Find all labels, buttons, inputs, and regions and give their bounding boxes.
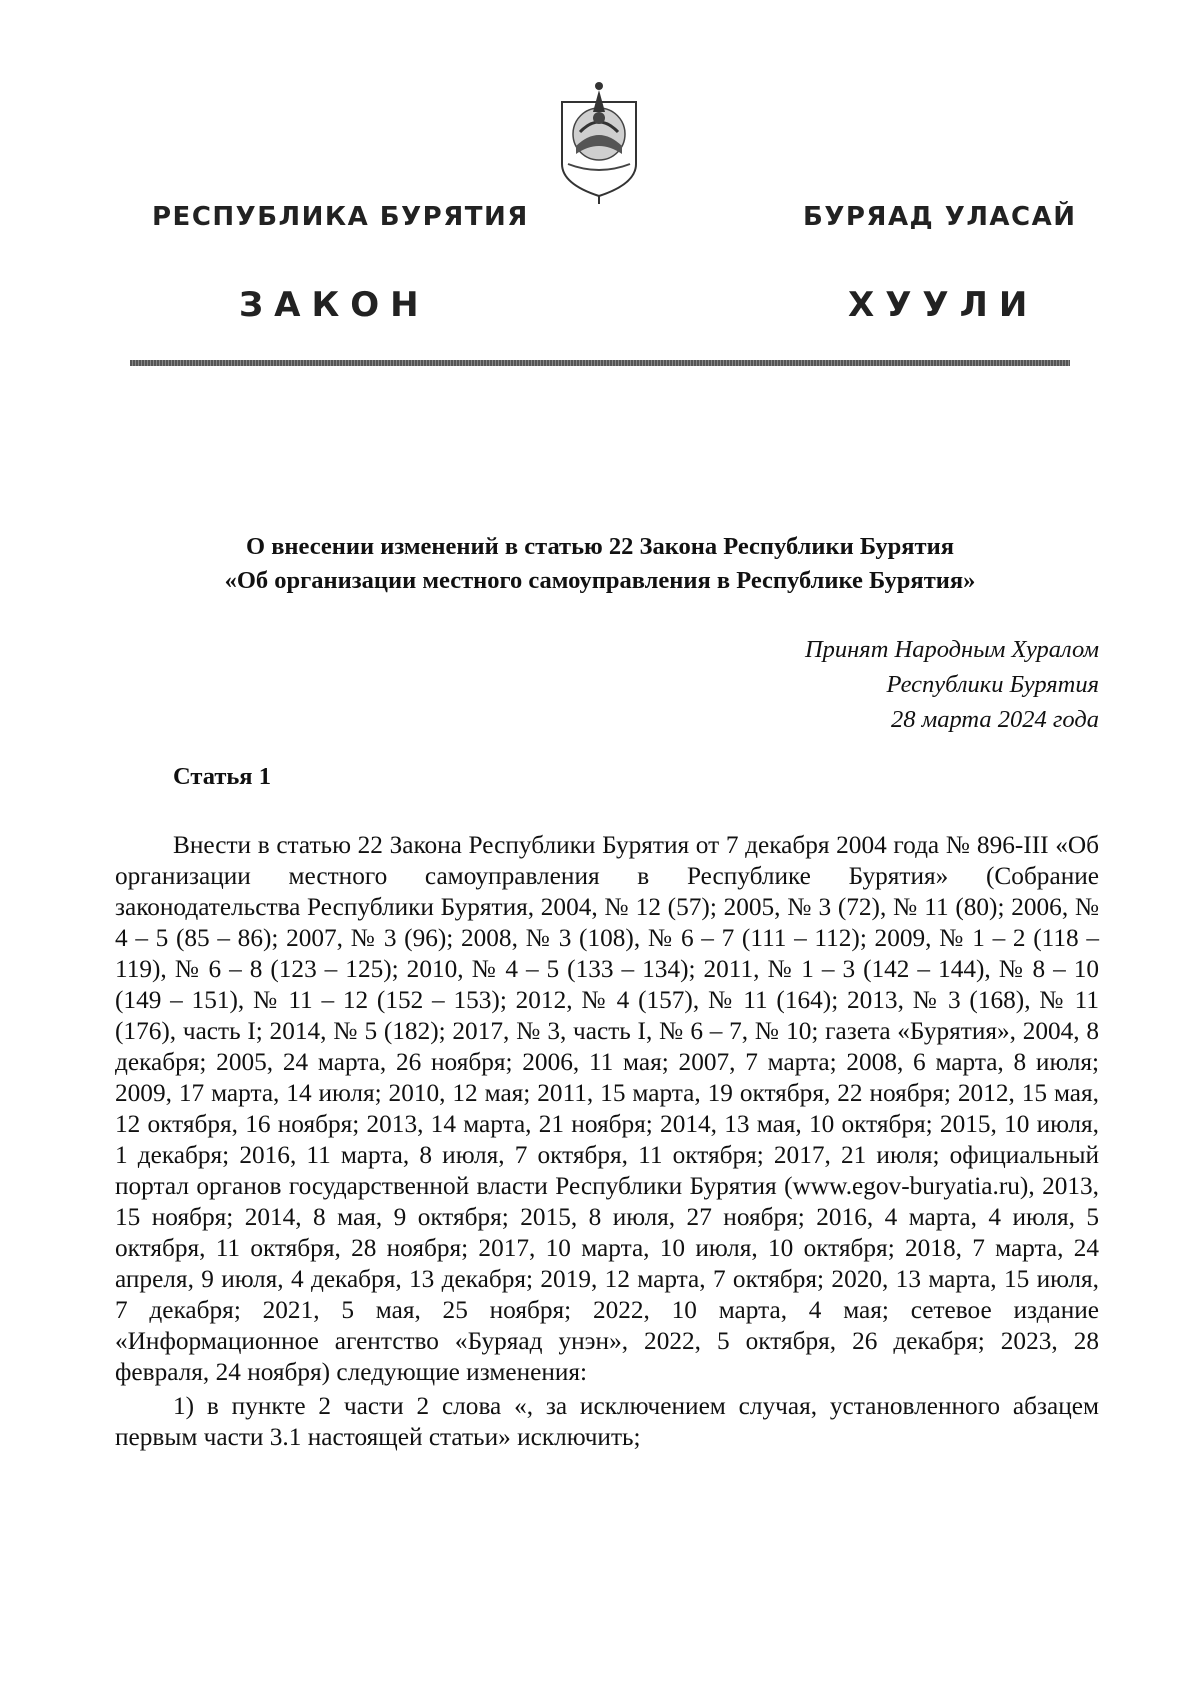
law-title — [100, 530, 1100, 598]
document-type-buryat: ХУУЛИ — [848, 285, 1039, 325]
adoption-note — [599, 632, 1099, 737]
adoption-line: Республики Бурятия — [886, 671, 1099, 698]
law-title-line: О внесении изменений в статью 22 Закона Республики Бурятия — [246, 533, 954, 560]
law-title-line: «Об организации местного самоуправления в Республике Бурятия» — [224, 567, 976, 594]
header-divider — [130, 360, 1070, 366]
republic-name-buryat: БУРЯАД УЛАСАЙ — [803, 202, 1077, 232]
republic-name-russian: РЕСПУБЛИКА БУРЯТИЯ — [152, 202, 529, 232]
adoption-date: 28 марта 2024 года — [890, 706, 1099, 733]
amendment-item: 1) в пункте 2 части 2 слова «, за исключением случая, установленного абзацем первым части 3.1 настоящей статьи» исключить; — [115, 1392, 1099, 1451]
article-heading: Статья 1 — [173, 763, 271, 790]
document-type-russian: ЗАКОН — [239, 285, 430, 325]
adoption-line: Принят Народным Хуралом — [804, 636, 1099, 663]
article-intro-paragraph: Внести в статью 22 Закона Республики Бурятия от 7 декабря 2004 года № 896-III «Об организации местного самоуправления в Республике Бурятия» (Собрание законодательства Республики Бурятия, 2004, № 12 (57); 2005, № 3 (72), № 11 (80); 2006, № 4 – 5 (85 – 86); 2007, № 3 (96); 2008, № 3 (108), № 6 – 7 (111 – 112); 2009, № 1 – 2 (118 – 119), № 6 – 8 (123 – 125); 2010, № 4 – 5 (133 – 134); 2011, № 1 – 3 (142 – 144), № 8 – 10 (149 – 151), № 11 – 12 (152 – 153); 2012, № 4 (157), № 11 (164); 2013, № 3 (168), № 11 (176), часть I; 2014, № 5 (182); 2017, № 3, часть I, № 6 – 7, № 10; газета «Бурятия», 2004, 8 декабря; 2005, 24 марта, 26 ноября; 2006, 11 мая; 2007, 7 марта; 2008, 6 марта, 8 июля; 2009, 17 марта, 14 июля; 2010, 12 мая; 2011, 15 марта, 19 октября, 22 ноября; 2012, 15 мая, 12 октября, 16 ноября; 2013, 14 марта, 21 ноября; 2014, 13 мая, 10 октября; 2015, 10 июля, 1 декабря; 2016, 11 марта, 8 июля, 7 октября, 11 октября; 2017, 21 июля; официальный портал органов государственной власти Республики Бурятия (www.egov-buryatia.ru), 2013, 15 ноября; 2014, 8 мая, 9 октября; 2015, 8 июля, 27 ноября; 2016, 4 марта, 4 июля, 5 октября, 11 октября, 28 ноября; 2017, 10 марта, 10 июля, 10 октября; 2018, 7 марта, 24 апреля, 9 июля, 4 декабря, 13 декабря; 2019, 12 марта, 7 октября; 2020, 13 марта, 15 июля, 7 декабря; 2021, 5 мая, 25 ноября; 2022, 10 марта, 4 мая; сетевое издание «Информационное агентство «Буряад унэн», 2022, 5 октября, 26 декабря; 2023, 28 февраля, 24 ноября) следующие изменения: — [115, 831, 1099, 1386]
coat-of-arms-emblem — [558, 72, 640, 204]
article-body — [115, 830, 1099, 1453]
